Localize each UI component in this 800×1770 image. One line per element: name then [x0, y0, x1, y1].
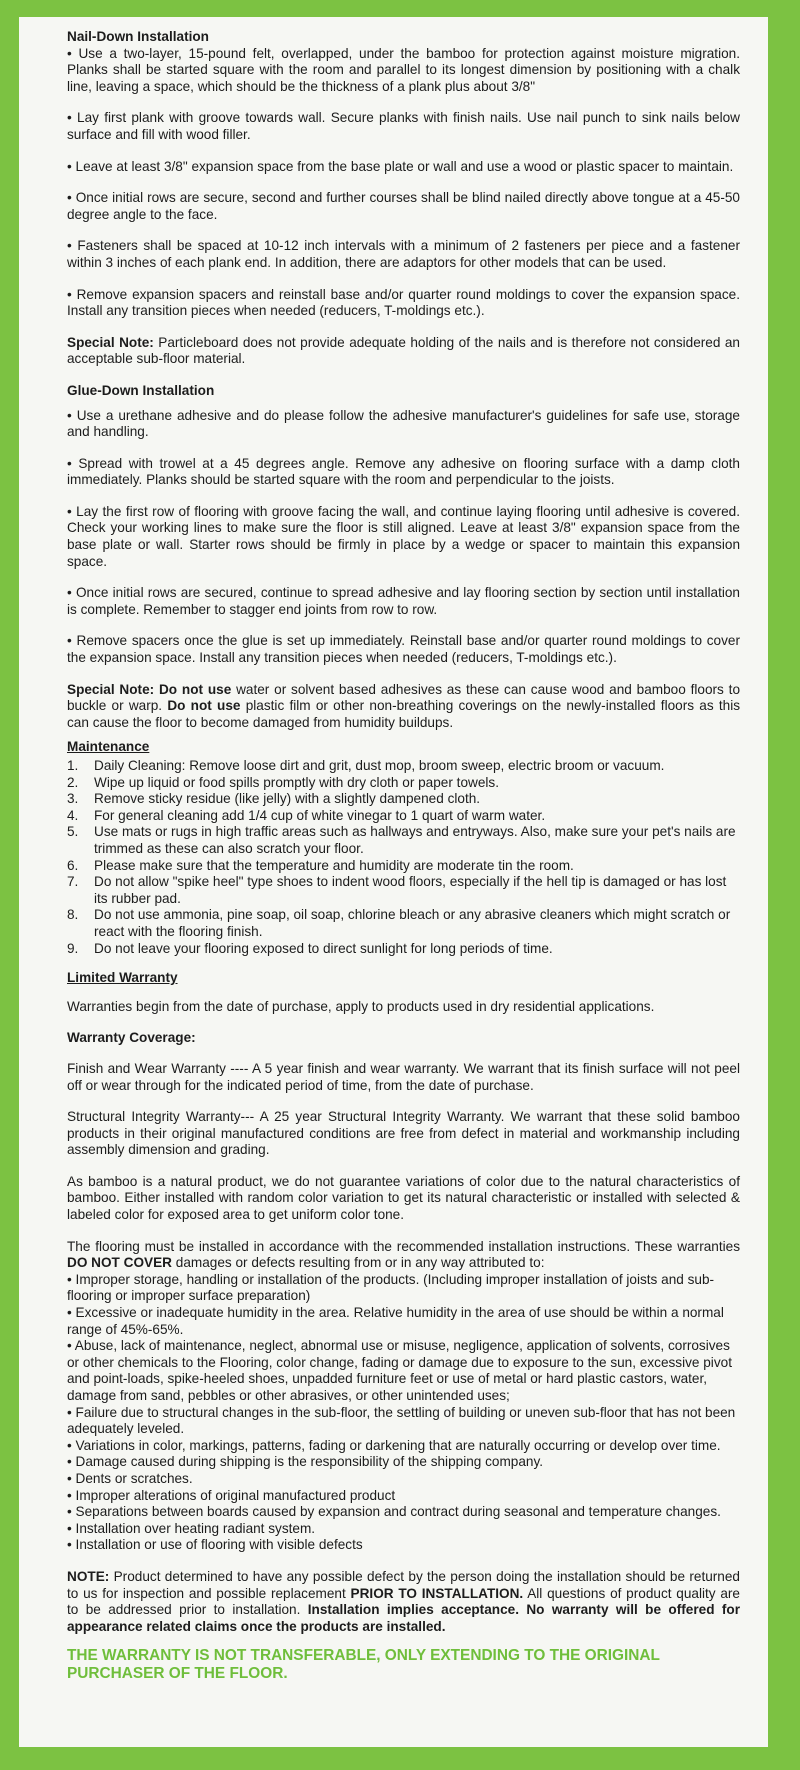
list-text: Do not leave your flooring exposed to direct sunlight for long periods of time.: [94, 940, 553, 956]
list-text: Do not allow "spike heel" type shoes to indent wood floors, especially if the hell tip is damaged or has lost its rubber pad.: [94, 874, 727, 906]
maintenance-list: [67, 758, 740, 957]
maintenance-heading: Maintenance: [67, 739, 150, 755]
glue-down-item: • Spread with trowel at a 45 degrees angle. Remove any adhesive on flooring surface with a damp cloth immediately. Planks should be started square with the room and perpendicular to the joists.: [67, 455, 740, 488]
list-item: [67, 941, 740, 958]
list-number: 3.: [67, 791, 79, 807]
list-text: Wipe up liquid or food spills promptly with dry cloth or paper towels.: [94, 774, 499, 790]
list-text: Remove sticky residue (like jelly) with a slightly dampened cloth.: [94, 791, 481, 807]
glue-down-heading: Glue-Down Installation: [67, 382, 215, 398]
list-item: [67, 808, 740, 825]
exclusion-item: • Installation over heating radiant system.: [67, 1520, 316, 1536]
exclusion-item: • Separations between boards caused by expansion and contract during seasonal and temperature changes.: [67, 1504, 721, 1520]
nail-down-item: • Use a two-layer, 15-pound felt, overlapped, under the bamboo for protection against moisture migration. Planks shall be started square with the room and parallel to its longest dimension by positioning with a chalk line, leaving a space, which should be the thickness of a plank plus about 3/8": [67, 45, 740, 94]
warranty-intro: Warranties begin from the date of purchase, apply to products used in dry residential applications.: [67, 998, 655, 1014]
list-number: 2.: [67, 774, 79, 790]
list-number: 7.: [67, 874, 79, 890]
list-text: For general cleaning add 1/4 cup of white vinegar to 1 quart of warm water.: [94, 807, 546, 823]
exclusions-intro-text: damages or defects resulting from or in any way attributed to:: [171, 1255, 545, 1271]
structural-warranty: Structural Integrity Warranty--- A 25 year Structural Integrity Warranty. We warrant that these solid bamboo products in their original manufactured conditions are free from defect in material and workmanship including assembly dimension and grading.: [67, 1109, 740, 1158]
special-note-text: water or solvent based adhesives as these can cause wood and bamboo floors to buckle or warp.: [67, 681, 740, 714]
glue-down-item: • Lay the first row of flooring with groove facing the wall, and continue laying flooring until adhesive is covered. Check your working lines to make sure the floor is still aligned. Leave at least 3/8" expansion space from the base plate or wall. Starter rows should be firmly in place by a wedge or spacer to maintain this expansion space.: [67, 503, 740, 569]
list-item: [67, 791, 740, 808]
nail-down-special-note: [67, 335, 740, 368]
list-item: [67, 775, 740, 792]
exclusions-intro-text: The flooring must be installed in accordance with the recommended installation instructions. These warranties: [67, 1238, 740, 1254]
finish-wear-warranty: Finish and Wear Warranty ---- A 5 year finish and wear warranty. We warrant that its finish surface will not peel off or wear through for the indicated period of time, from the date of purchase.: [67, 1060, 740, 1093]
natural-product-note: As bamboo is a natural product, we do not guarantee variations of color due to the natural characteristics of bamboo. Either installed with random color variation to get its natural characteristic or installed with selected & labeled color for exposed area to get uniform color tone.: [67, 1173, 740, 1223]
nail-down-item: • Fasteners shall be spaced at 10-12 inch intervals with a minimum of 2 fasteners per piece and a fastener within 3 inches of each plank end. In addition, there are adaptors for other models that can be used.: [67, 238, 740, 270]
warranty-note: [67, 1569, 740, 1635]
special-note-label: Special Note: Do not use: [67, 681, 232, 697]
glue-down-special-note: [67, 682, 740, 732]
list-item: [67, 824, 740, 857]
list-number: 8.: [67, 907, 79, 923]
exclusions-intro-bold: DO NOT COVER: [67, 1255, 172, 1271]
note-label: NOTE:: [67, 1568, 110, 1584]
list-text: Use mats or rugs in high traffic areas such as hallways and entryways. Also, make sure your pet's nails are trimmed as these can also scratch your floor.: [94, 824, 736, 856]
nail-down-item: • Remove expansion spacers and reinstall base and/or quarter round moldings to cover the expansion space. Install any transition pieces when needed (reducers, T-moldings etc.).: [67, 286, 740, 319]
exclusion-item: • Dents or scratches.: [67, 1470, 193, 1486]
exclusion-item: • Damage caused during shipping is the responsibility of the shipping company.: [67, 1454, 544, 1470]
special-note-bold: Do not use: [167, 698, 241, 714]
list-item: [67, 874, 740, 907]
warranty-sheet: [19, 17, 768, 1747]
note-bold: PRIOR TO INSTALLATION.: [350, 1585, 524, 1601]
list-item: [67, 758, 740, 775]
exclusion-item: • Failure due to structural changes in the sub-floor, the settling of building or uneven sub-floor that has not been adequately leveled.: [67, 1404, 736, 1437]
exclusions-block: [67, 1239, 740, 1554]
exclusion-item: • Improper storage, handling or installation of the products. (Including improper installation of joists and sub- flooring or improper surface preparation): [67, 1271, 715, 1304]
note-text: All questions of product quality are to be addressed prior to installation.: [67, 1585, 740, 1618]
list-text: Daily Cleaning: Remove loose dirt and grit, dust mop, broom sweep, electric broom or vacuum.: [94, 758, 665, 773]
note-bold: Installation implies acceptance. No warranty will be offered for appearance related claims once the products are installed.: [67, 1602, 741, 1634]
glue-down-item: • Remove spacers once the glue is set up immediately. Reinstall base and/or quarter round moldings to cover the expansion space. Install any transition pieces when needed (reducers, T-moldings etc.).: [67, 633, 740, 666]
glue-down-item: • Once initial rows are secured, continue to spread adhesive and lay flooring section by section until installation is complete. Remember to stagger end joints from row to row.: [67, 585, 740, 617]
list-item: [67, 858, 740, 875]
exclusion-item: • Abuse, lack of maintenance, neglect, abnormal use or misuse, negligence, application of solvents, corrosives or other chemicals to the Flooring, color change, fading or damage due to exposure to the sun, excessive pivot and point-loads, spike-heeled shoes, unpadded furniture feet or use of metal or hard plastic castors, water, damage from sand, pebbles or other abrasives, or other unintended uses;: [67, 1338, 732, 1403]
warranty-coverage-heading: Warranty Coverage:: [67, 1030, 196, 1046]
list-number: 9.: [67, 940, 79, 956]
special-note-text: Particleboard does not provide adequate holding of the nails and is therefore not considered an acceptable sub-floor material.: [67, 334, 740, 367]
exclusion-item: • Variations in color, markings, patterns, fading or darkening that are naturally occurring or develop over time.: [67, 1437, 721, 1453]
list-text: Do not use ammonia, pine soap, oil soap, chlorine bleach or any abrasive cleaners which might scratch or react with the flooring finish.: [94, 907, 731, 939]
list-text: Please make sure that the temperature and humidity are moderate tin the room.: [94, 857, 574, 873]
exclusion-item: • Improper alterations of original manufactured product: [67, 1487, 396, 1503]
non-transferable-statement: THE WARRANTY IS NOT TRANSFERABLE, ONLY EXTENDING TO THE ORIGINAL PURCHASER OF THE FLOOR.: [67, 1647, 660, 1683]
limited-warranty-heading: Limited Warranty: [67, 970, 178, 986]
glue-down-item: • Use a urethane adhesive and do please follow the adhesive manufacturer's guidelines for safe use, storage and handling.: [67, 407, 740, 440]
nail-down-item: • Lay first plank with groove towards wall. Secure planks with finish nails. Use nail punch to sink nails below surface and fill with wood filler.: [67, 110, 740, 142]
list-item: [67, 907, 740, 940]
exclusion-item: • Excessive or inadequate humidity in the area. Relative humidity in the area of use should be within a normal range of 45%-65%.: [67, 1305, 724, 1337]
nail-down-item: • Leave at least 3/8" expansion space from the base plate or wall and use a wood or plastic spacer to maintain.: [67, 158, 734, 174]
note-text: Product determined to have any possible defect by the person doing the installation should be returned to us for inspection and possible replacement: [67, 1568, 740, 1601]
nail-down-item: • Once initial rows are secure, second and further courses shall be blind nailed directly above tongue at a 45-50 degree angle to the face.: [67, 190, 740, 222]
list-number: 4.: [67, 807, 79, 823]
list-number: 1.: [67, 758, 79, 773]
list-number: 5.: [67, 824, 79, 840]
special-note-label: Special Note:: [67, 334, 154, 350]
exclusion-item: • Installation or use of flooring with visible defects: [67, 1537, 363, 1553]
nail-down-heading: Nail-Down Installation: [67, 29, 209, 44]
special-note-text: plastic film or other non-breathing coverings on the newly-installed floors as this can cause the floor to become damaged from humidity buildups.: [67, 698, 741, 730]
list-number: 6.: [67, 857, 79, 873]
exclusions-intro: [67, 1239, 740, 1272]
